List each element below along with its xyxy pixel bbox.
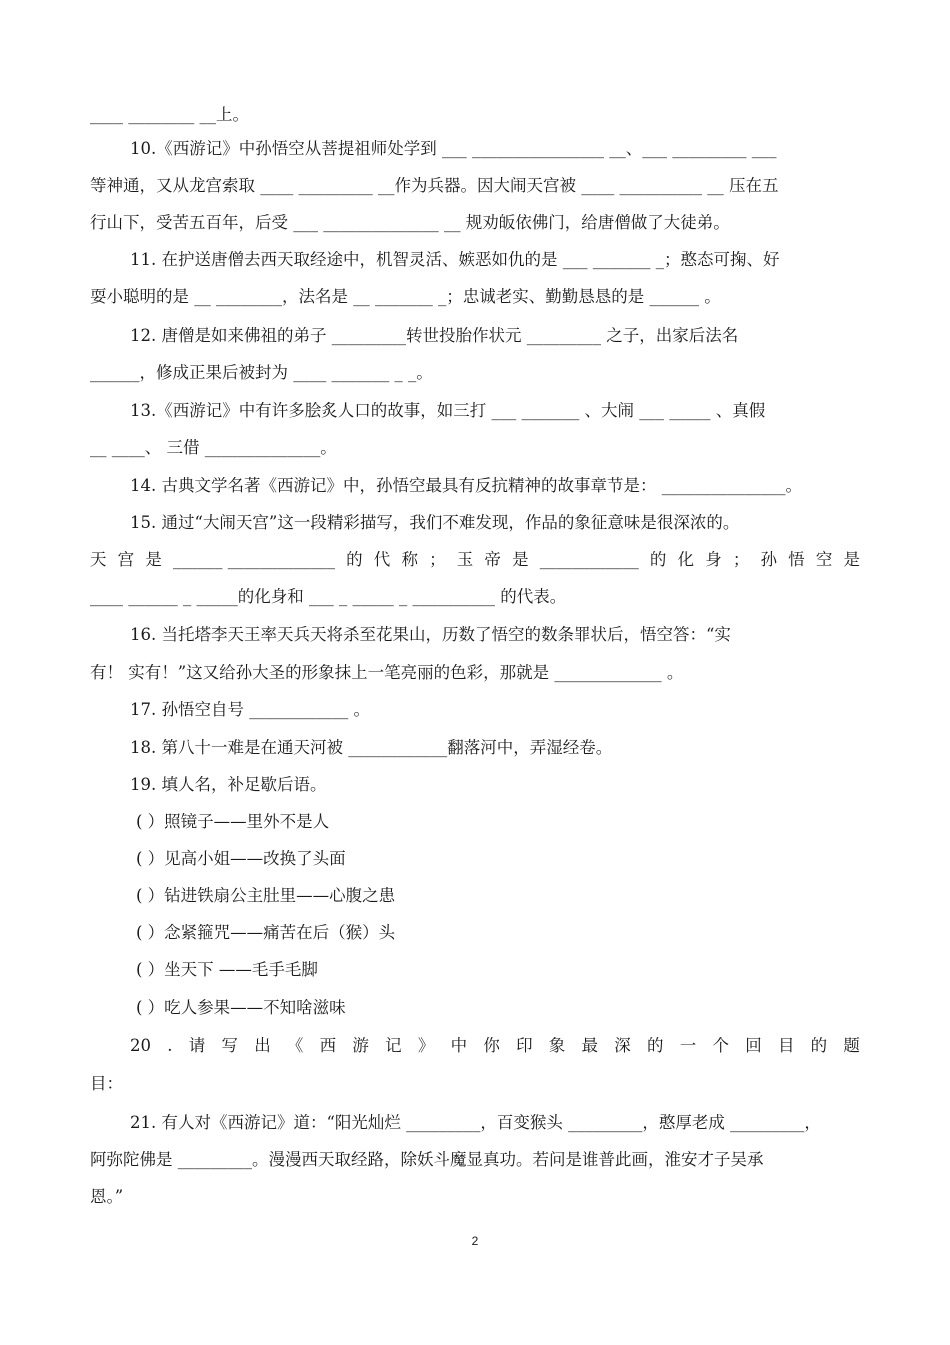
text-token: 是 (512, 550, 529, 569)
answer-blank: ____________ (539, 550, 639, 569)
question-21-line-3: 恩。” (90, 1187, 124, 1206)
text-token: 印 (516, 1036, 533, 1055)
question-10-line-2: 等神通，又从龙宫索取 ____ _________ __作为兵器。因大闹天宫被 ____ __________ __ 压在五 (90, 176, 779, 195)
text-token: 悟 (788, 550, 805, 569)
text-token: 是 (145, 550, 162, 569)
text-token: 的 (810, 1036, 828, 1055)
text-token: 20 (130, 1036, 151, 1055)
question-15-line-3: ____ ______ _ _____的化身和 ___ _ _____ _ __________ 的代表。 (90, 587, 567, 606)
text-token: 回 (745, 1036, 762, 1055)
text-token: 出 (254, 1036, 271, 1055)
text-token: 中 (450, 1036, 468, 1055)
text-token: 题 (843, 1036, 860, 1055)
text-token: 空 (815, 550, 833, 569)
question-16-line-2: 有！ 实有！”这又给孙大圣的形象抹上一笔亮丽的色彩，那就是 _____________ 。 (90, 663, 684, 682)
answer-blank: ______ _____________ (172, 550, 335, 569)
question-19-heading: 19. 填人名，补足歇后语。 (130, 775, 327, 794)
question-17: 17. 孙悟空自号 ____________ 。 (130, 700, 370, 719)
text-token: 记 (385, 1036, 402, 1055)
text-token: 玉 (456, 550, 474, 569)
text-token: 你 (483, 1036, 500, 1055)
xiehouyu-item: ( ）坐天下 ——毛手毛脚 (136, 960, 318, 979)
text-token: ； (429, 550, 446, 569)
xiehouyu-item: ( ）念紧箍咒——痛苦在后（猴）头 (136, 923, 396, 942)
text-token: 目 (777, 1036, 795, 1055)
text-token: 化 (677, 550, 695, 569)
question-10-line-1: 10.《西游记》中孙悟空从菩提祖师处学到 ___ ________________ __、___ _________ ___ (130, 139, 777, 158)
xiehouyu-item: ( ）钻进铁扇公主肚里——心腹之患 (136, 886, 396, 905)
text-token: 称 (401, 550, 418, 569)
question-13-line-1: 13.《西游记》中有许多脍炙人口的故事，如三打 ___ _______ 、大闹 ___ _____ 、真假 (130, 401, 766, 420)
question-10-line-3: 行山下，受苦五百年，后受 ___ ______________ __ 规劝皈依佛门，给唐僧做了大徒弟。 (90, 213, 730, 232)
question-21-line-2: 阿弥陀佛是 _________。漫漫西天取经路，除妖斗魔显真功。若问是谁普此画，淮安才子吴承 (90, 1150, 764, 1169)
question-15-line-2 (90, 545, 860, 575)
text-token: 一 (679, 1036, 697, 1055)
question-15-line-1: 15. 通过“大闹天宫”这一段精彩描写，我们不难发现，作品的象征意味是很深浓的。 (130, 513, 740, 532)
text-token: 帝 (484, 550, 501, 569)
question-18: 18. 第八十一难是在通天河被 ____________翻落河中，弄湿经卷。 (130, 738, 613, 757)
text-token: 代 (373, 550, 391, 569)
text-token: 的 (649, 550, 667, 569)
text-token: 孙 (760, 550, 777, 569)
text-token: 西 (319, 1036, 337, 1055)
text-token: 》 (417, 1036, 435, 1055)
question-12-line-2: ______，修成正果后被封为 ____ _______ _ _。 (90, 363, 433, 382)
question-16-line-1: 16. 当托塔李天王率天兵天将杀至花果山，历数了悟空的数条罪状后，悟空答：“实 (130, 625, 731, 644)
text-token: 象 (548, 1036, 566, 1055)
text-token: 的 (647, 1036, 664, 1055)
question-12-line-1: 12. 唐僧是如来佛祖的弟子 _________转世投胎作状元 _________ 之子，出家后法名 (130, 326, 739, 345)
text-token: 请 (188, 1036, 206, 1055)
text-token: 的 (346, 550, 363, 569)
text-token: 天 (90, 550, 107, 569)
question-21-line-1: 21. 有人对《西游记》道：“阳光灿烂 _________，百变猴头 _________，憨厚老成 _________， (130, 1113, 821, 1132)
text-token: ； (732, 550, 750, 569)
question-11-line-2: 耍小聪明的是 __ ________，法名是 __ _______ _；忠诚老实、勤勤恳恳的是 ______ 。 (90, 287, 721, 306)
text-token: 宫 (117, 550, 135, 569)
text-token: . (167, 1036, 173, 1055)
question-20-line-2: 目： (90, 1074, 123, 1093)
text-token: 是 (843, 550, 860, 569)
text-token: 个 (712, 1036, 729, 1055)
text-token: 最 (581, 1036, 599, 1055)
question-20-line-1 (130, 1031, 860, 1061)
xiehouyu-item: ( ）吃人参果——不知啥滋味 (136, 998, 346, 1017)
text-token: 深 (614, 1036, 631, 1055)
text-token: 《 (286, 1036, 304, 1055)
text-token: 写 (221, 1036, 238, 1055)
question-13-line-2: __ ____、 三借 ______________。 (90, 438, 337, 457)
text-line-blank-continuation: ____ ________ __上。 (90, 105, 249, 124)
text-token: 游 (352, 1036, 369, 1055)
xiehouyu-item: ( ）见高小姐——改换了头面 (136, 849, 346, 868)
question-11-line-1: 11. 在护送唐僧去西天取经途中，机智灵活、嫉恶如仇的是 ___ _______ _；憨态可掬、好 (130, 250, 780, 269)
page-number: 2 (471, 1234, 479, 1248)
xiehouyu-item: ( ）照镜子——里外不是人 (136, 812, 330, 831)
question-14: 14. 古典文学名著《西游记》中，孙悟空最具有反抗精神的故事章节是： _______________。 (130, 476, 802, 495)
text-token: 身 (705, 550, 722, 569)
